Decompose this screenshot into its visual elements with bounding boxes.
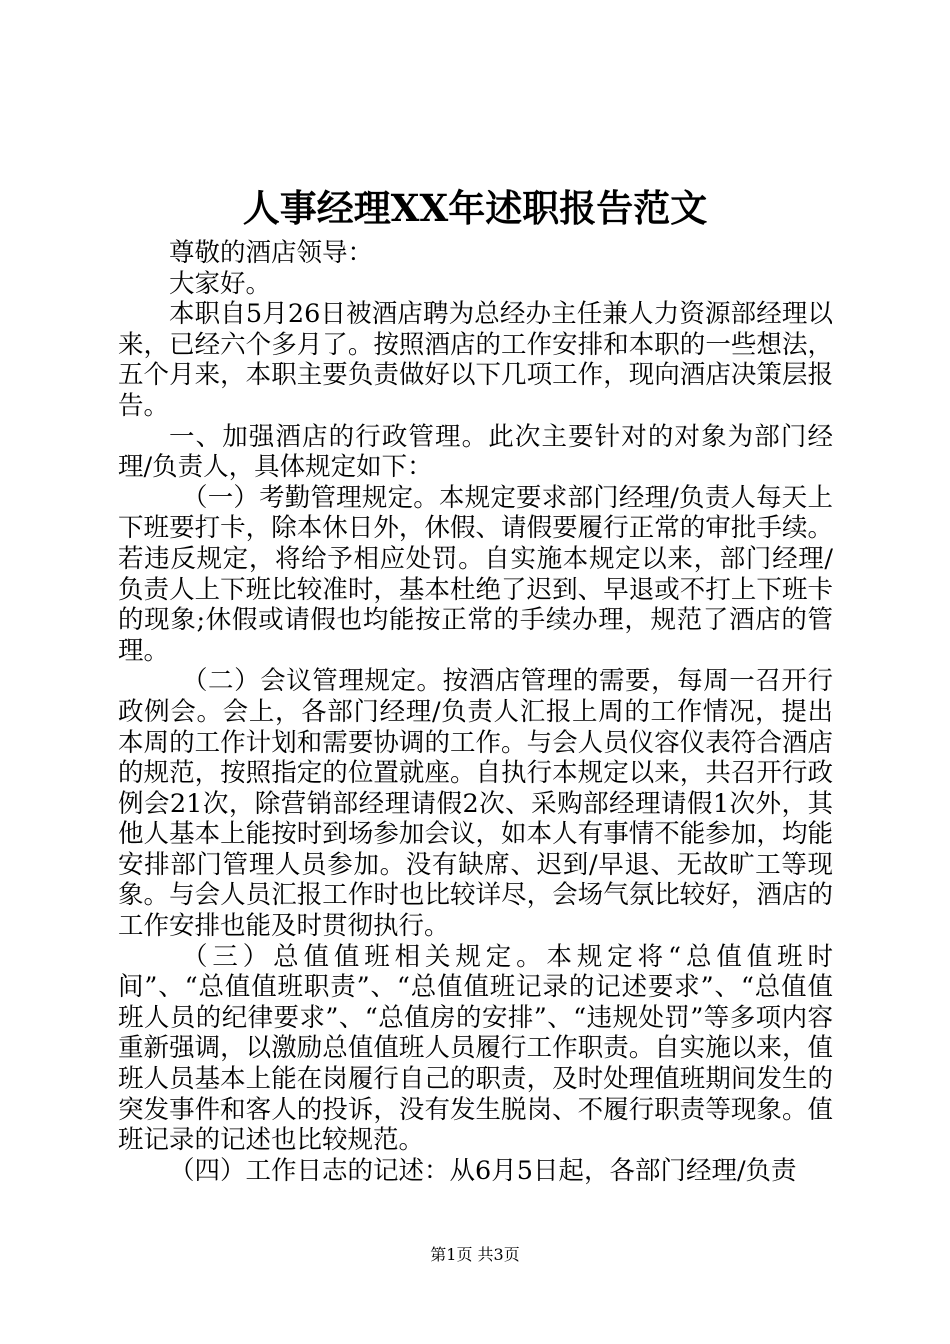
document-title: 人事经理XX年述职报告范文	[242, 186, 708, 230]
subsection-meeting: （二）会议管理规定。按酒店管理的需要，每周一召开行政例会。会上，各部门经理/负责人汇报上周的工作情况，提出本周的工作计划和需要协调的工作。与会人员仪容仪表符合酒店的规范，按照指定的位置就座。自执行本规定以来，共召开行政例会21次，除营销部经理请假2次、采购部经理请假1次外，其他人基本上能按时到场参加会议，如本人有事情不能参加，均能安排部门管理人员参加。没有缺席、迟到/早退、无故旷工等现象。与会人员汇报工作时也比较详尽，会场气氛比较好，酒店的工作安排也能及时贯彻执行。	[118, 666, 833, 942]
subsection-duty: （三）总值值班相关规定。本规定将“总值值班时间”、“总值值班职责”、“总值值班记录的记述要求”、“总值值班人员的纪律要求”、“总值房的安排”、“违规处罚”等多项内容重新强调，以激励总值值班人员履行工作职责。自实施以来，值班人员基本上能在岗履行自己的职责，及时处理值班期间发生的突发事件和客人的投诉，没有发生脱岗、不履行职责等现象。值班记录的记述也比较规范。	[118, 941, 833, 1156]
greeting: 大家好。	[169, 268, 272, 299]
subsection-worklog: （四）工作日志的记述：从6月5日起，各部门经理/负责	[169, 1155, 797, 1186]
page-footer: 第1页 共3页	[430, 1245, 520, 1264]
section-heading-1: 一、加强酒店的行政管理。此次主要针对的对象为部门经理/负责人，具体规定如下：	[118, 421, 833, 483]
intro-paragraph: 本职自5月26日被酒店聘为总经办主任兼人力资源部经理以来，已经六个多月了。按照酒店的工作安排和本职的一些想法，五个月来，本职主要负责做好以下几项工作，现向酒店决策层报告。	[118, 299, 833, 421]
salutation: 尊敬的酒店领导：	[169, 238, 374, 268]
document-body	[118, 238, 833, 1186]
subsection-attendance: （一）考勤管理规定。本规定要求部门经理/负责人每天上下班要打卡，除本休日外，休假、请假要履行正常的审批手续。若违反规定，将给予相应处罚。自实施本规定以来，部门经理/负责人上下班比较准时，基本杜绝了迟到、早退或不打上下班卡的现象;休假或请假也均能按正常的手续办理，规范了酒店的管理。	[118, 482, 833, 666]
